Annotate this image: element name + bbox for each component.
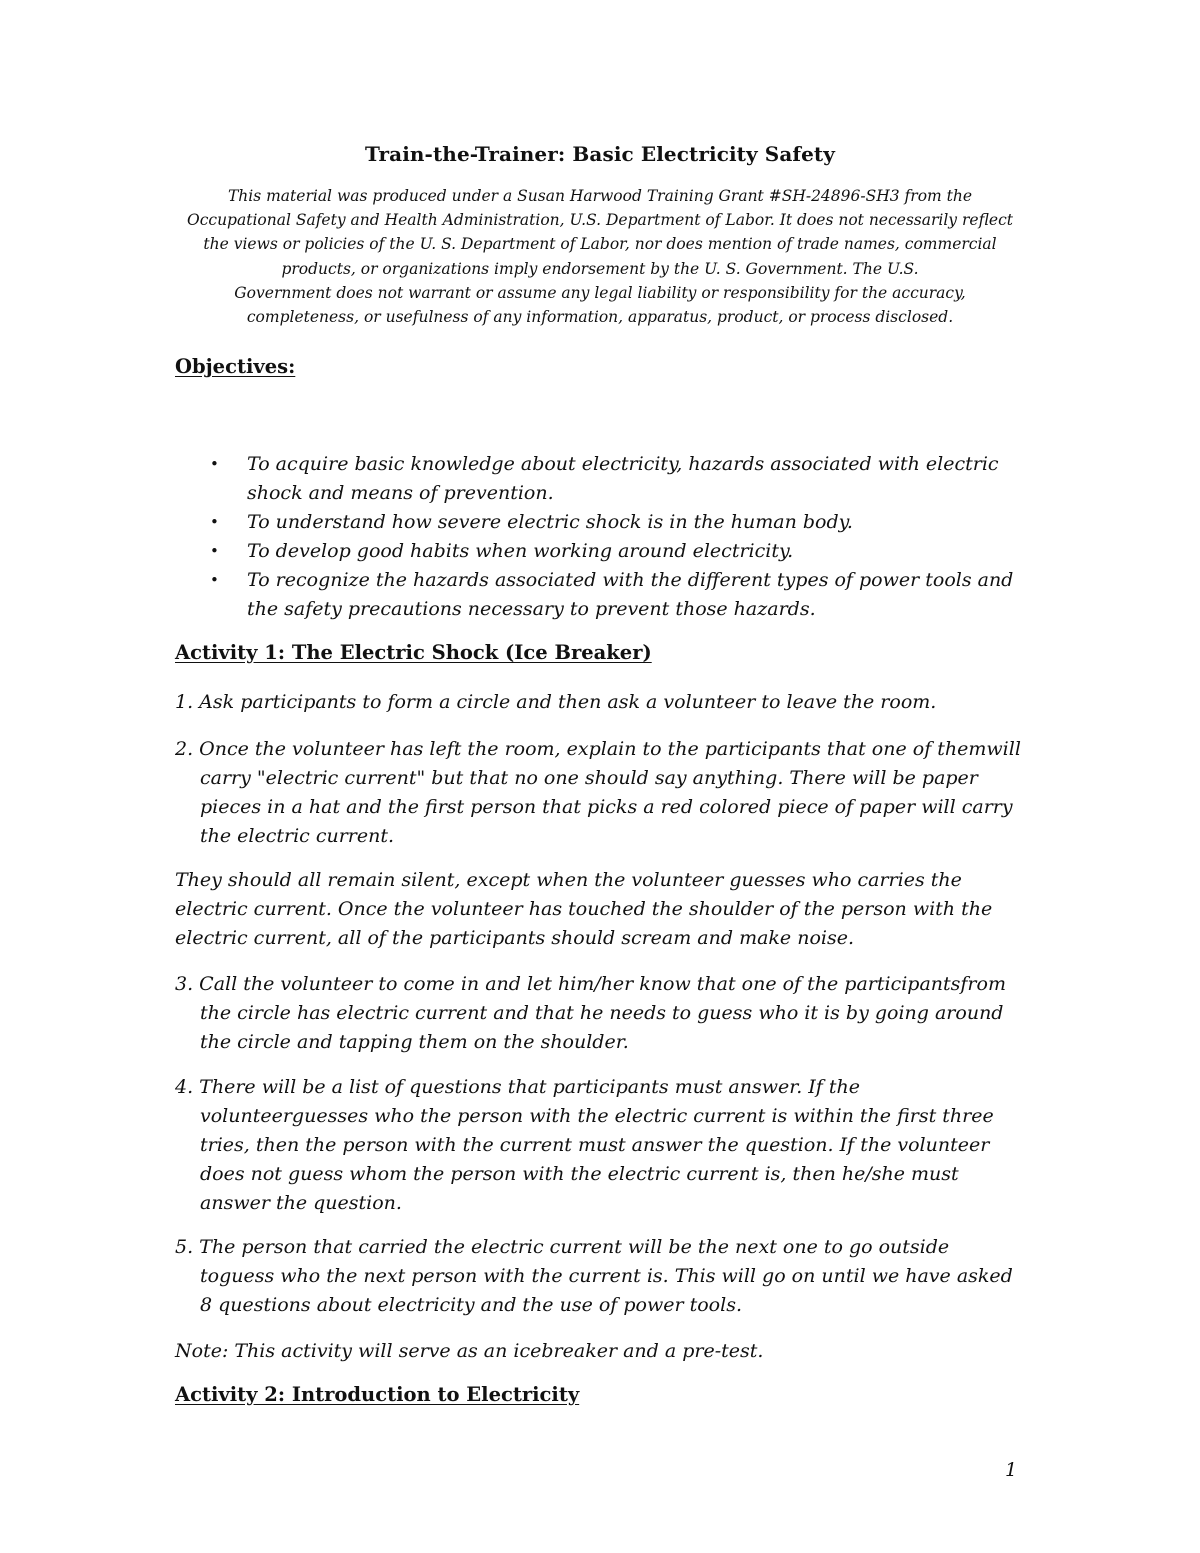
step-line: 2. Once the volunteer has left the room, explain to the participants that one of themwill [175, 738, 1021, 760]
silent-instruction [175, 866, 992, 953]
objective-line: shock and means of prevention. [247, 482, 554, 504]
objective-line: the safety precautions necessary to prevent those hazards. [247, 598, 816, 620]
disclaimer-line: products, or organizations imply endorsement by the U. S. Government. The U.S. [281, 259, 919, 278]
page-number: 1 [1005, 1459, 1018, 1481]
step-line: pieces in a hat and the first person that picks a red colored piece of paper will carry [200, 796, 1013, 818]
activity-1-heading: Activity 1: The Electric Shock (Ice Breaker) [175, 641, 652, 664]
grant-disclaimer [175, 184, 1025, 329]
activity-step-4 [175, 1073, 994, 1218]
objective-line: To develop good habits when working around electricity. [247, 540, 794, 562]
objective-line: To recognize the hazards associated with the different types of power tools and [247, 569, 1014, 591]
step-line: toguess who the next person with the current is. This will go on until we have asked [200, 1265, 1013, 1287]
objective-line: To understand how severe electric shock is in the human body. [247, 511, 853, 533]
disclaimer-line: Occupational Safety and Health Administration, U.S. Department of Labor. It does not necessarily reflect [187, 211, 1013, 230]
activity-2-heading: Activity 2: Introduction to Electricity [175, 1383, 580, 1406]
disclaimer-line: completeness, or usefulness of any information, apparatus, product, or process disclosed. [246, 308, 954, 327]
disclaimer-line: the views or policies of the U. S. Department of Labor, nor does mention of trade names, commercial [203, 235, 997, 254]
step-line: the circle and tapping them on the shoulder. [200, 1031, 629, 1053]
step-line: carry "electric current" but that no one should say anything. There will be paper [200, 767, 978, 789]
step-line: volunteerguesses who the person with the electric current is within the first three [200, 1105, 994, 1127]
paragraph-line: electric current, all of the participants should scream and make noise. [175, 927, 854, 949]
step-line: 8 questions about electricity and the use of power tools. [200, 1294, 742, 1316]
step-line: tries, then the person with the current must answer the question. If the volunteer [200, 1134, 990, 1156]
objective-item [210, 508, 1070, 537]
step-line: 1. Ask participants to form a circle and then ask a volunteer to leave the room. [175, 691, 937, 713]
objectives-heading: Objectives: [175, 355, 296, 378]
paragraph-line: electric current. Once the volunteer has touched the shoulder of the person with the [175, 898, 993, 920]
step-line: the circle has electric current and that he needs to guess who it is by going around [200, 1002, 1004, 1024]
step-line: 5. The person that carried the electric current will be the next one to go outside [175, 1236, 950, 1258]
bullet-icon: • [210, 455, 219, 473]
objective-line: To acquire basic knowledge about electricity, hazards associated with electric [247, 453, 999, 475]
objective-item [210, 537, 1070, 566]
disclaimer-line: This material was produced under a Susan Harwood Training Grant #SH-24896-SH3 from the [227, 187, 973, 205]
bullet-icon: • [210, 542, 219, 560]
objective-item [210, 566, 1070, 624]
document-title: Train-the-Trainer: Basic Electricity Safety [365, 142, 835, 166]
activity-step-5 [175, 1233, 1013, 1320]
activity-step-2 [175, 735, 1021, 851]
step-line: answer the question. [200, 1192, 402, 1214]
objective-item [210, 450, 1070, 508]
disclaimer-line: Government does not warrant or assume any legal liability or responsibility for the accuracy, [234, 283, 966, 302]
activity-step-1 [175, 688, 936, 717]
activity-step-3 [175, 970, 1006, 1057]
step-line: 4. There will be a list of questions that participants must answer. If the [175, 1076, 860, 1098]
step-line: does not guess whom the person with the electric current is, then he/she must [200, 1163, 959, 1185]
activity-note: Note: This activity will serve as an icebreaker and a pre-test. [175, 1340, 764, 1362]
bullet-icon: • [210, 513, 219, 531]
step-line: 3. Call the volunteer to come in and let him/her know that one of the participantsfrom [175, 973, 1006, 995]
paragraph-line: They should all remain silent, except when the volunteer guesses who carries the [175, 869, 962, 891]
step-line: the electric current. [200, 825, 395, 847]
objectives-list [210, 450, 1070, 624]
bullet-icon: • [210, 571, 219, 589]
